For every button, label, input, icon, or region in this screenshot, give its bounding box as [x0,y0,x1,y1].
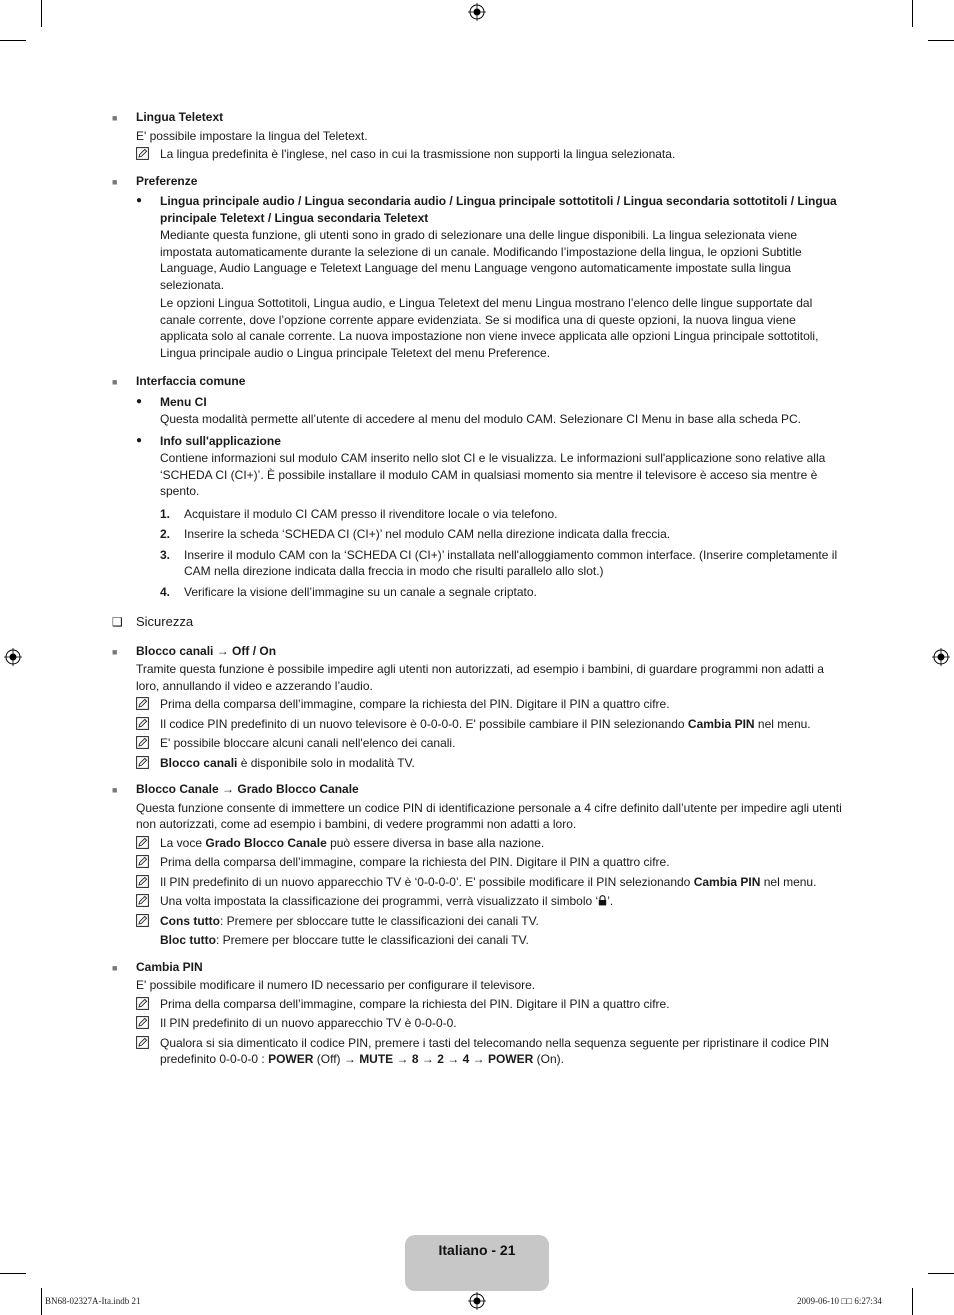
menu-option-title: Lingua Teletext [136,110,224,124]
menu-option [112,781,842,949]
text-run: (Off) → [313,1052,360,1066]
section-heading-text: Sicurezza [136,614,194,629]
menu-option-body [136,661,842,771]
text-run: → [469,1052,488,1066]
text-run: : Premere per sbloccare tutte le classificazioni dei canali TV. [219,913,539,928]
menu-option-title: Cambia PIN [136,959,203,974]
note-icon [136,1035,160,1068]
slug-file: BN68-02327A-Ita.indb 21 [45,1296,141,1306]
step-number: 4. [160,584,171,599]
note [136,1035,842,1068]
menu-option-heading [112,959,842,977]
bullet-body [160,193,842,363]
crop-mark [0,40,26,41]
bullet-paragraph: Contiene informazioni sul modulo CAM inserito nello slot CI e le visualizza. Le informazioni sull'applicazione sono relative alla ‘SCHEDA CI (CI+)’. È possibile installare il modulo CAM in qualsiasi momento sia mentre il televisore è acceso sia mentre è spento. [160,451,826,498]
note-text [160,716,842,733]
note-icon [136,913,160,930]
bullet-item [136,433,842,502]
text-run: Il codice PIN predefinito di un nuovo televisore è 0-0-0-0. E' possibile cambiare il PIN selezionando [160,716,688,731]
bold-run: Cons tutto [160,913,220,928]
menu-option-heading [112,781,842,799]
text-run: Prima della comparsa dell’immagine, compare la richiesta del PIN. Digitare il PIN a quattro cifre. [160,697,670,711]
menu-option-heading [112,173,842,191]
text-run: Prima della comparsa dell’immagine, compare la richiesta del PIN. Digitare il PIN a quattro cifre. [160,855,670,869]
note-icon [136,996,160,1013]
note [136,893,842,910]
menu-option-heading [112,373,842,391]
note-icon [136,1015,160,1032]
note-icon [136,146,160,163]
bullet-item [136,193,842,363]
menu-option-body [136,977,842,1068]
note-icon [136,854,160,871]
menu-option-body [136,128,842,163]
menu-option-heading [112,643,842,661]
note-icon [136,874,160,891]
crop-mark [0,1273,26,1274]
bullet-dot-icon: ● [136,195,143,206]
note-icon [136,716,160,733]
bold-run: 2 [437,1052,444,1066]
description: Tramite questa funzione è possibile impedire agli utenti non autorizzati, ad esempio i bambini, di guardare programmi non adatti a loro, annullando il video e azzerando l’audio. [136,662,824,693]
menu-option-body [136,394,842,601]
bullet-item [136,394,842,430]
note [136,735,842,752]
step-number: 3. [160,547,171,562]
note-text [160,755,842,772]
note-text [160,893,842,910]
note [136,696,842,713]
crop-mark [912,0,913,27]
note [136,996,842,1013]
step-text: Inserire il modulo CAM con la ‘SCHEDA CI (CI+)’ installata nell'alloggiamento common interface. (Inserire completamente il CAM nella direzione indicata dalla freccia in modo che risulti parallelo allo slot.) [184,547,838,578]
registration-mark-icon [4,648,22,666]
text-run: Il PIN predefinito di un nuovo apparecchio TV è ‘0-0-0-0’. E' possibile modificare il PIN selezionando [160,874,694,889]
menu-option-title: Interfaccia comune [136,374,246,388]
note-text [160,874,842,891]
crop-mark [41,1288,42,1315]
square-bullet-icon: ■ [112,176,118,187]
note [136,913,842,930]
step-number: 1. [160,506,171,521]
bullet-title: Menu CI [160,394,207,409]
menu-option-body [136,800,842,949]
text-run: ’. [607,894,614,908]
section-heading [112,614,842,631]
text-run: Qualora si sia dimenticato il codice PIN, premere i tasti del telecomando nella sequenza seguente per ripristinare il codice PIN predefinito 0-0-0-0 : [160,1035,830,1066]
note [136,146,842,163]
description: Questa funzione consente di immettere un codice PIN di identificazione personale a 4 cifre definito dall’utente per impedire agli utenti non autorizzati, come ad esempio i bambini, di vedere programmi non adatti a loro. [136,800,842,831]
text-run: nel menu. [754,716,811,731]
registration-mark-icon [932,648,950,666]
menu-option-body [136,193,842,363]
menu-option [112,643,842,772]
note-icon [136,835,160,852]
note-text [160,854,842,871]
numbered-step [160,506,842,523]
bold-run: Cambia PIN [693,874,761,889]
numbered-step [160,584,842,601]
menu-option [112,373,842,600]
bold-run: MUTE [359,1052,394,1066]
bullet-paragraph: Mediante questa funzione, gli utenti sono in grado di selezionare una delle lingue disponibili. La lingua selezionata viene impostata automaticamente durante la selezione di un canale. Modificando l’impostazione della lingua, le opzioni Subtitle Language, Audio Language e Teletext Language del menu Language vengono automaticamente impostate sulla lingua selezionata. [160,228,802,292]
note-icon [136,696,160,713]
text-run: può essere diversa in base alla nazione. [326,835,545,850]
lock-icon [598,894,607,908]
note-text [160,996,842,1013]
note-text [160,696,842,713]
note [136,874,842,891]
note [136,835,842,852]
text-run: La voce [160,835,206,850]
note-icon [136,893,160,910]
square-bullet-icon: ■ [112,646,118,657]
text-run: La lingua predefinita è l'inglese, nel caso in cui la trasmissione non supporti la lingua selezionata. [160,147,676,161]
note [136,854,842,871]
step-number: 2. [160,527,171,541]
text-run: Il PIN predefinito di un nuovo apparecchio TV è 0-0-0-0. [160,1016,457,1030]
menu-option [112,109,842,163]
menu-option [112,173,842,364]
bold-run: POWER [268,1052,314,1066]
bullet-body [160,433,842,502]
text-run: nel menu. [760,874,817,889]
step-text: Acquistare il modulo CI CAM presso il rivenditore locale o via telefono. [184,506,558,521]
text-run: E' possibile bloccare alcuni canali nell'elenco dei canali. [160,736,456,750]
note-text [160,1015,842,1032]
crop-mark [928,40,954,41]
square-bullet-icon: ■ [112,113,118,123]
bullet-paragraph: Le opzioni Lingua Sottotitoli, Lingua audio, e Lingua Teletext del menu Lingua mostrano l’elenco delle lingue supportate dal canale corrente, dove l’opzione corrente appare evidenziata. Se si modifica una di queste opzioni, la nuova lingua viene applicata solo al canale corrente. La nuova impostazione non viene invece applicata alle opzioni Lingua principale sottotitoli, Lingua principale audio o Lingua principale Teletext del menu Preference. [160,296,819,360]
step-text: Inserire la scheda ‘SCHEDA CI (CI+)’ nel modulo CAM nella direzione indicata dalla freccia. [184,527,671,541]
registration-mark-icon [468,3,486,21]
text-run: Prima della comparsa dell’immagine, compare la richiesta del PIN. Digitare il PIN a quattro cifre. [160,996,670,1011]
text-run: Una volta impostata la classificazione dei programmi, verrà visualizzato il simbolo ‘ [160,894,599,908]
bullet-dot-icon: ● [136,434,143,446]
bold-run: 4 [462,1052,470,1066]
note-continuation [160,932,842,949]
crop-mark [41,0,42,27]
note-text [160,1035,842,1068]
bold-run: POWER [487,1052,534,1066]
note [136,716,842,733]
checkbox-icon: ❑ [112,615,123,629]
note-text [160,146,842,163]
text-run: (On). [533,1052,564,1066]
note-text [160,835,842,852]
note-text [160,913,842,930]
page-number: Italiano - 21 [438,1242,516,1258]
bold-run: Bloc tutto [160,933,216,947]
bullet-dot-icon: ● [136,395,143,407]
registration-mark-icon [468,1292,486,1310]
menu-option-heading [112,109,842,127]
square-bullet-icon: ■ [112,785,118,795]
slug-datetime: 2009-06-10 □□ 6:27:34 [797,1296,882,1306]
text-run: → [393,1052,412,1066]
description: E' possibile modificare il numero ID necessario per configurare il televisore. [136,978,536,992]
menu-option-title: Blocco canali → Off / On [136,643,277,658]
step-text: Verificare la visione dell’immagine su un canale a segnale criptato. [184,584,537,599]
numbered-step [160,526,842,543]
note-icon [136,755,160,772]
numbered-step [160,547,842,580]
text-run: è disponibile solo in modalità TV. [237,755,415,770]
note [136,755,842,772]
text-run: : Premere per bloccare tutte le classificazioni dei canali TV. [216,933,529,947]
description: E' possibile impostare la lingua del Teletext. [136,128,368,143]
note-icon [136,735,160,752]
square-bullet-icon: ■ [112,962,118,973]
bullet-title: Lingua principale audio / Lingua secondaria audio / Lingua principale sottotitoli / Lingua secondaria sottotitoli / Lingua principale Teletext / Lingua secondaria Teletext [160,194,837,225]
bullet-title: Info sull'applicazione [160,433,281,448]
bold-run: Cambia PIN [687,716,755,731]
square-bullet-icon: ■ [112,377,118,387]
note [136,1015,842,1032]
bullet-paragraph: Questa modalità permette all’utente di accedere al menu del modulo CAM. Selezionare CI Menu in base alla scheda PC. [160,412,802,426]
bold-run: Grado Blocco Canale [205,835,327,850]
text-run: → [418,1052,438,1066]
text-run: → [443,1052,463,1066]
bold-run: Blocco canali [160,755,238,770]
manual-content [112,109,842,1078]
menu-option-title: Blocco Canale → Grado Blocco Canale [136,782,359,796]
crop-mark [912,1288,913,1315]
menu-option-title: Preferenze [136,173,198,188]
note-text [160,735,842,752]
crop-mark [928,1273,954,1274]
menu-option [112,959,842,1068]
bullet-body [160,394,842,430]
bold-run: 8 [411,1052,419,1066]
